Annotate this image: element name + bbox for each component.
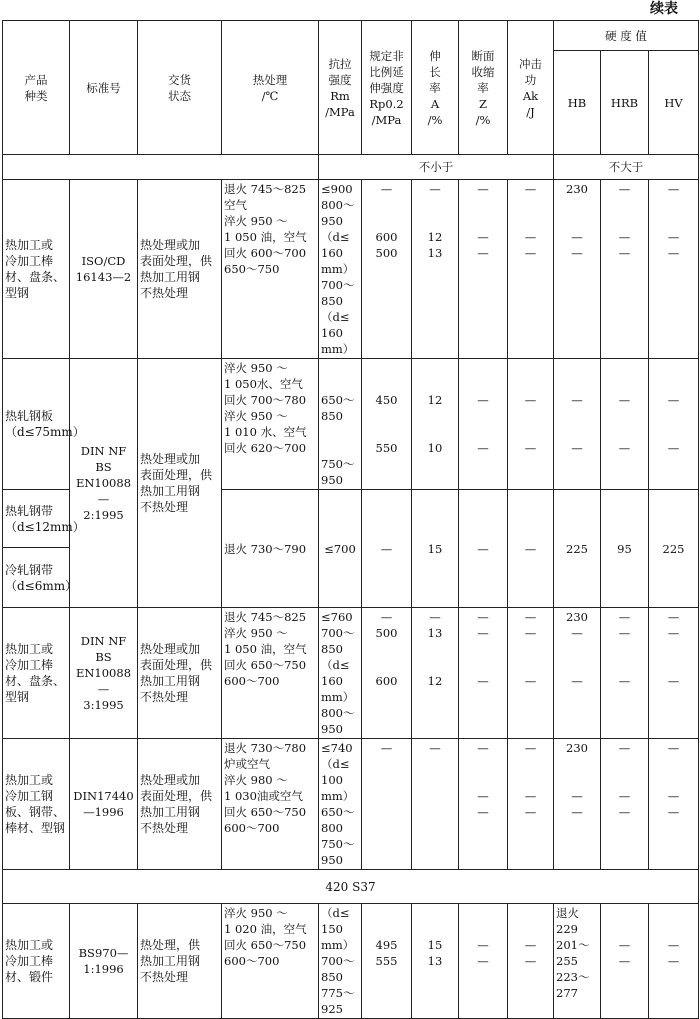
heat-cell: 淬火 950 ～ 1 050水、空气 回火 700～780 淬火 950 ～ 1 010 水、空气 回火 620～700 <box>222 359 319 490</box>
hv-cell: — — <box>649 904 699 1019</box>
rm-cell: ≤700 <box>319 490 362 608</box>
rp-cell: 495 555 <box>362 904 412 1019</box>
z-cell: — — — <box>459 180 508 359</box>
hv-cell: — — <box>649 359 699 490</box>
standard-cell: DIN NF BS EN10088— 2:1995 <box>70 359 138 608</box>
product-cell: 热轧钢板 （d≤75mm） <box>3 359 70 490</box>
hrb-cell: — — — <box>601 180 649 359</box>
table-row <box>3 904 699 1019</box>
continued-label: 续表 <box>650 1 678 17</box>
a-cell: — 12 13 <box>412 180 459 359</box>
header-hrb: HRB <box>601 51 649 155</box>
hv-cell: — — — <box>649 180 699 359</box>
hrb-cell: — — <box>601 359 649 490</box>
delivery-cell: 热处理或加 表面处理，供 热加工用钢 不热处理 <box>138 180 222 359</box>
table-row <box>3 180 699 359</box>
standard-cell: DIN17440 —1996 <box>70 739 138 870</box>
product-cell: 热加工或 冷加工棒 材、锻件 <box>3 904 70 1019</box>
hrb-cell: — — — <box>601 608 649 739</box>
header-impact-energy: 冲击 功 Ak /J <box>508 21 554 155</box>
ak-cell: — <box>508 490 554 608</box>
header-yield-strength: 规定非 比例延 伸强度 Rp0.2 /MPa <box>362 21 412 155</box>
z-cell: — — <box>459 904 508 1019</box>
rm-cell: ≤760 700～850 （d≤ 160 mm） 800～950 <box>319 608 362 739</box>
max-label: 不大于 <box>554 155 699 180</box>
rp-cell: 450 550 <box>362 359 412 490</box>
delivery-cell: 热处理或加 表面处理，供 热加工用钢 不热处理 <box>138 608 222 739</box>
header-reduction-of-area: 断面 收缩 率 Z /% <box>459 21 508 155</box>
header-tensile-strength: 抗拉 强度 Rm /MPa <box>319 21 362 155</box>
section-row <box>3 870 699 904</box>
ak-cell: — — — <box>508 608 554 739</box>
standard-cell: BS970— 1:1996 <box>70 904 138 1019</box>
hb-cell: — — <box>554 359 601 490</box>
a-cell: 15 <box>412 490 459 608</box>
header-hv: HV <box>649 51 699 155</box>
product-cell: 热加工或 冷加工棒 材、盘条、 型钢 <box>3 608 70 739</box>
heat-cell: 淬火 950 ～ 1 020 油，空气 回火 650～750 600～700 <box>222 904 319 1019</box>
a-cell: 12 10 <box>412 359 459 490</box>
heat-cell: 退火 745～825 淬火 950 ～ 1 050 油，空气 回火 650～750 600～700 <box>222 608 319 739</box>
min-label: 不小于 <box>319 155 554 180</box>
product-cell: 热加工或 冷加工棒 材、盘条、 型钢 <box>3 180 70 359</box>
header-heat-treatment: 热处理 /℃ <box>222 21 319 155</box>
hv-cell: — — — <box>649 739 699 870</box>
hb-cell: 退火 229 201～255 223～277 <box>554 904 601 1019</box>
rp-cell: — 500 600 <box>362 608 412 739</box>
hv-cell: — — — <box>649 608 699 739</box>
header-elongation: 伸 长 率 A /% <box>412 21 459 155</box>
rp-cell: — <box>362 739 412 870</box>
section-title: 420 S37 <box>3 870 699 904</box>
z-cell: — — — <box>459 608 508 739</box>
hb-cell: 230 — — <box>554 180 601 359</box>
a-cell: 15 13 <box>412 904 459 1019</box>
product-cell: 热轧钢带 （d≤12mm） <box>3 490 70 548</box>
delivery-cell: 热处理，供 热加工用钢 不热处理 <box>138 904 222 1019</box>
product-cell: 热加工或 冷加工钢 板、钢带、 棒材、型钢 <box>3 739 70 870</box>
hb-cell: 230 — — <box>554 739 601 870</box>
standard-cell: DIN NF BS EN10088— 3:1995 <box>70 608 138 739</box>
hb-cell: 225 <box>554 490 601 608</box>
z-cell: — <box>459 490 508 608</box>
a-cell: — <box>412 739 459 870</box>
ak-cell: — — <box>508 359 554 490</box>
table-row <box>3 739 699 870</box>
hv-cell: 225 <box>649 490 699 608</box>
rm-cell: 650～850 750～950 <box>319 359 362 490</box>
hrb-cell: — — — <box>601 739 649 870</box>
heat-cell: 退火 745～825 空气 淬火 950 ～ 1 050 油，空气 回火 600～700 650～750 <box>222 180 319 359</box>
a-cell: — 13 12 <box>412 608 459 739</box>
hrb-cell: — — <box>601 904 649 1019</box>
hrb-cell: 95 <box>601 490 649 608</box>
heat-cell: 退火 730～790 <box>222 490 319 608</box>
z-cell: — — — <box>459 739 508 870</box>
heat-cell: 退火 730～780 炉或空气 淬火 980 ～ 1 030油或空气 回火 650～750 600～700 <box>222 739 319 870</box>
rm-cell: ≤900 800～950 （d≤ 160 mm） 700～850 （d≤ 160 mm） <box>319 180 362 359</box>
table-row <box>3 359 699 490</box>
product-cell: 冷轧钢带 （d≤6mm） <box>3 548 70 608</box>
table-row <box>3 608 699 739</box>
rm-cell: （d≤ 150 mm） 700～850 775～925 <box>319 904 362 1019</box>
ak-cell: — — — <box>508 739 554 870</box>
standard-cell: ISO/CD 16143—2 <box>70 180 138 359</box>
rp-cell: — 600 500 <box>362 180 412 359</box>
header-hardness: 硬 度 值 <box>554 21 699 51</box>
hb-cell: 230 — — <box>554 608 601 739</box>
header-delivery: 交货 状态 <box>138 21 222 155</box>
header-standard: 标准号 <box>70 21 138 155</box>
z-cell: — — <box>459 359 508 490</box>
rp-cell: — <box>362 490 412 608</box>
rm-cell: ≤740 （d≤ 100 mm） 650～800 750～950 <box>319 739 362 870</box>
header-hb: HB <box>554 51 601 155</box>
delivery-cell: 热处理或加 表面处理，供 热加工用钢 不热处理 <box>138 359 222 608</box>
ak-cell: — — — <box>508 180 554 359</box>
steel-spec-table <box>2 20 699 1019</box>
delivery-cell: 热处理或加 表面处理，供 热加工用钢 不热处理 <box>138 739 222 870</box>
header-product: 产品 种类 <box>3 21 70 155</box>
ak-cell: — — <box>508 904 554 1019</box>
